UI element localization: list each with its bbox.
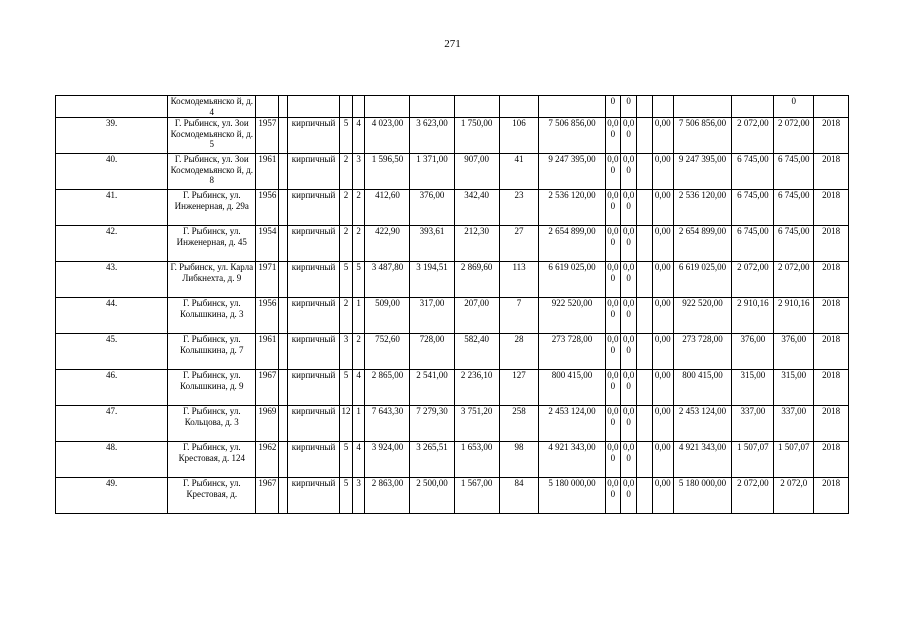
cell-fund1: 0,00 — [605, 262, 621, 298]
cell-cost-m2: 2 072,00 — [732, 118, 774, 154]
cell-year: 1956 — [256, 190, 279, 226]
cell-empty — [637, 190, 653, 226]
cell-material: кирпичный — [287, 406, 339, 442]
cell-entrances: 1 — [352, 406, 365, 442]
cell-other: 0,00 — [652, 406, 673, 442]
cell-empty — [637, 442, 653, 478]
cell-year: 1954 — [256, 226, 279, 262]
cell-entrances: 4 — [352, 442, 365, 478]
cell-other: 0,00 — [652, 262, 673, 298]
cell-num: 45. — [56, 334, 168, 370]
cell-empty — [279, 478, 287, 514]
cell-entrances — [352, 96, 365, 118]
cell-address: Г. Рыбинск, ул. Карла Либкнехта, д. 9 — [168, 262, 256, 298]
cell-residents: 28 — [499, 334, 539, 370]
cell-area-total: 3 487,80 — [365, 262, 410, 298]
cell-other: 0,00 — [652, 442, 673, 478]
cell-fund2: 0,00 — [621, 370, 637, 406]
cell-cost: 4 921 343,00 — [539, 442, 605, 478]
cell-other — [652, 96, 673, 118]
cell-num: 44. — [56, 298, 168, 334]
cell-area-total: 422,90 — [365, 226, 410, 262]
cell-floors — [340, 96, 353, 118]
cell-cost-m2: 2 072,00 — [732, 478, 774, 514]
cell-residents: 113 — [499, 262, 539, 298]
table-row — [56, 298, 849, 334]
cell-residents: 258 — [499, 406, 539, 442]
cell-max-cost: 2 072,00 — [774, 262, 814, 298]
cell-plan-year: 2018 — [814, 478, 849, 514]
cell-area-common: 582,40 — [454, 334, 499, 370]
cell-address: Г. Рыбинск, ул. Зои Космодемьянско й, д. 8 — [168, 154, 256, 190]
cell-area-total: 3 924,00 — [365, 442, 410, 478]
page-number: 271 — [444, 38, 461, 50]
cell-total: 4 921 343,00 — [673, 442, 732, 478]
cell-empty — [279, 298, 287, 334]
cell-area-living: 376,00 — [410, 190, 454, 226]
cell-material: кирпичный — [287, 226, 339, 262]
cell-fund1: 0 — [605, 96, 621, 118]
cell-area-living: 317,00 — [410, 298, 454, 334]
cell-address: Г. Рыбинск, ул. Колышкина, д. 9 — [168, 370, 256, 406]
cell-year: 1967 — [256, 478, 279, 514]
cell-address: Космодемьянско й, д. 4 — [168, 96, 256, 118]
cell-plan-year: 2018 — [814, 334, 849, 370]
cell-cost-m2: 1 507,07 — [732, 442, 774, 478]
cell-entrances: 2 — [352, 226, 365, 262]
cell-year: 1957 — [256, 118, 279, 154]
cell-floors: 5 — [340, 442, 353, 478]
cell-area-common: 207,00 — [454, 298, 499, 334]
cell-address: Г. Рыбинск, ул. Кольцова, д. 3 — [168, 406, 256, 442]
cell-entrances: 4 — [352, 118, 365, 154]
cell-year: 1962 — [256, 442, 279, 478]
cell-empty — [637, 334, 653, 370]
cell-area-common: 1 750,00 — [454, 118, 499, 154]
cell-num: 48. — [56, 442, 168, 478]
cell-total: 800 415,00 — [673, 370, 732, 406]
cell-fund2: 0,00 — [621, 154, 637, 190]
cell-num: 42. — [56, 226, 168, 262]
cell-floors: 12 — [340, 406, 353, 442]
cell-other: 0,00 — [652, 370, 673, 406]
cell-area-common: 2 869,60 — [454, 262, 499, 298]
table-row — [56, 406, 849, 442]
cell-material: кирпичный — [287, 334, 339, 370]
cell-floors: 2 — [340, 298, 353, 334]
table-row-continuation — [56, 96, 849, 118]
cell-other: 0,00 — [652, 226, 673, 262]
cell-year: 1967 — [256, 370, 279, 406]
cell-total — [673, 96, 732, 118]
cell-empty — [279, 262, 287, 298]
cell-year — [256, 96, 279, 118]
cell-cost-m2: 2 072,00 — [732, 262, 774, 298]
cell-fund2: 0,00 — [621, 442, 637, 478]
cell-fund1: 0,00 — [605, 154, 621, 190]
cell-empty — [279, 226, 287, 262]
cell-area-common — [454, 96, 499, 118]
cell-empty — [279, 118, 287, 154]
cell-empty — [279, 334, 287, 370]
cell-empty — [637, 154, 653, 190]
cell-empty — [637, 298, 653, 334]
table-row — [56, 262, 849, 298]
cell-num: 43. — [56, 262, 168, 298]
cell-plan-year — [814, 96, 849, 118]
cell-floors: 2 — [340, 190, 353, 226]
cell-residents: 84 — [499, 478, 539, 514]
cell-empty — [279, 370, 287, 406]
cell-fund2: 0,00 — [621, 262, 637, 298]
cell-fund1: 0,00 — [605, 298, 621, 334]
cell-plan-year: 2018 — [814, 298, 849, 334]
cell-floors: 5 — [340, 262, 353, 298]
cell-other: 0,00 — [652, 154, 673, 190]
cell-entrances: 4 — [352, 370, 365, 406]
cell-area-living: 3 623,00 — [410, 118, 454, 154]
cell-other: 0,00 — [652, 118, 673, 154]
cell-total: 273 728,00 — [673, 334, 732, 370]
cell-other: 0,00 — [652, 478, 673, 514]
cell-max-cost: 0 — [774, 96, 814, 118]
cell-max-cost: 2 072,00 — [774, 118, 814, 154]
cell-plan-year: 2018 — [814, 262, 849, 298]
cell-address: Г. Рыбинск, ул. Крестовая, д. 124 — [168, 442, 256, 478]
cell-cost-m2: 6 745,00 — [732, 226, 774, 262]
cell-material: кирпичный — [287, 298, 339, 334]
cell-address: Г. Рыбинск, ул. Колышкина, д. 7 — [168, 334, 256, 370]
cell-area-total: 412,60 — [365, 190, 410, 226]
cell-fund1: 0,00 — [605, 190, 621, 226]
cell-cost-m2: 6 745,00 — [732, 154, 774, 190]
cell-residents: 127 — [499, 370, 539, 406]
cell-area-living: 2 541,00 — [410, 370, 454, 406]
cell-area-living: 7 279,30 — [410, 406, 454, 442]
cell-cost-m2: 6 745,00 — [732, 190, 774, 226]
cell-cost: 800 415,00 — [539, 370, 605, 406]
cell-address: Г. Рыбинск, ул. Инженерная, д. 45 — [168, 226, 256, 262]
cell-year: 1956 — [256, 298, 279, 334]
cell-entrances: 3 — [352, 478, 365, 514]
cell-fund2: 0,00 — [621, 118, 637, 154]
cell-floors: 3 — [340, 334, 353, 370]
cell-area-common: 212,30 — [454, 226, 499, 262]
cell-empty — [637, 478, 653, 514]
cell-plan-year: 2018 — [814, 190, 849, 226]
cell-material: кирпичный — [287, 370, 339, 406]
cell-address: Г. Рыбинск, ул. Колышкина, д. 3 — [168, 298, 256, 334]
cell-max-cost: 337,00 — [774, 406, 814, 442]
cell-area-total: 1 596,50 — [365, 154, 410, 190]
cell-floors: 2 — [340, 226, 353, 262]
cell-residents: 41 — [499, 154, 539, 190]
cell-cost: 5 180 000,00 — [539, 478, 605, 514]
cell-max-cost: 6 745,00 — [774, 154, 814, 190]
cell-material: кирпичный — [287, 154, 339, 190]
cell-fund2: 0,00 — [621, 226, 637, 262]
cell-cost: 2 453 124,00 — [539, 406, 605, 442]
table-row — [56, 334, 849, 370]
cell-area-living — [410, 96, 454, 118]
cell-area-living: 2 500,00 — [410, 478, 454, 514]
cell-fund1: 0,00 — [605, 226, 621, 262]
cell-total: 5 180 000,00 — [673, 478, 732, 514]
cell-max-cost: 376,00 — [774, 334, 814, 370]
cell-empty — [279, 96, 287, 118]
table-row — [56, 226, 849, 262]
cell-material: кирпичный — [287, 190, 339, 226]
cell-max-cost: 1 507,07 — [774, 442, 814, 478]
table-row — [56, 190, 849, 226]
cell-area-living: 1 371,00 — [410, 154, 454, 190]
cell-area-common: 3 751,20 — [454, 406, 499, 442]
cell-year: 1961 — [256, 154, 279, 190]
cell-total: 2 536 120,00 — [673, 190, 732, 226]
cell-other: 0,00 — [652, 334, 673, 370]
cell-plan-year: 2018 — [814, 154, 849, 190]
cell-fund1: 0,00 — [605, 406, 621, 442]
cell-empty — [637, 118, 653, 154]
cell-max-cost: 2 072,0 — [774, 478, 814, 514]
cell-num: 41. — [56, 190, 168, 226]
cell-fund2: 0,00 — [621, 190, 637, 226]
cell-entrances: 2 — [352, 334, 365, 370]
cell-total: 7 506 856,00 — [673, 118, 732, 154]
cell-fund2: 0,00 — [621, 406, 637, 442]
cell-fund1: 0,00 — [605, 478, 621, 514]
cell-cost-m2: 315,00 — [732, 370, 774, 406]
cell-num: 47. — [56, 406, 168, 442]
cell-empty — [637, 226, 653, 262]
cell-area-total: 509,00 — [365, 298, 410, 334]
cell-fund2: 0,00 — [621, 478, 637, 514]
cell-total: 922 520,00 — [673, 298, 732, 334]
table-row — [56, 442, 849, 478]
table-row — [56, 370, 849, 406]
housing-registry-table — [55, 95, 849, 514]
cell-cost: 6 619 025,00 — [539, 262, 605, 298]
cell-num: 39. — [56, 118, 168, 154]
cell-area-total: 2 865,00 — [365, 370, 410, 406]
cell-fund1: 0,00 — [605, 334, 621, 370]
cell-cost-m2 — [732, 96, 774, 118]
cell-year: 1971 — [256, 262, 279, 298]
cell-fund2: 0,00 — [621, 298, 637, 334]
cell-floors: 5 — [340, 370, 353, 406]
cell-area-total: 752,60 — [365, 334, 410, 370]
cell-fund2: 0,00 — [621, 334, 637, 370]
cell-area-common: 907,00 — [454, 154, 499, 190]
cell-total: 2 654 899,00 — [673, 226, 732, 262]
cell-empty — [279, 190, 287, 226]
cell-num: 40. — [56, 154, 168, 190]
cell-year: 1969 — [256, 406, 279, 442]
table-row — [56, 118, 849, 154]
cell-area-living: 3 194,51 — [410, 262, 454, 298]
cell-area-living: 3 265,51 — [410, 442, 454, 478]
cell-cost-m2: 2 910,16 — [732, 298, 774, 334]
cell-area-common: 2 236,10 — [454, 370, 499, 406]
cell-residents: 98 — [499, 442, 539, 478]
cell-empty — [637, 96, 653, 118]
table-body — [56, 96, 849, 514]
cell-entrances: 5 — [352, 262, 365, 298]
cell-entrances: 1 — [352, 298, 365, 334]
cell-total: 2 453 124,00 — [673, 406, 732, 442]
cell-plan-year: 2018 — [814, 226, 849, 262]
cell-residents: 7 — [499, 298, 539, 334]
cell-cost: 2 536 120,00 — [539, 190, 605, 226]
cell-residents: 27 — [499, 226, 539, 262]
cell-cost: 922 520,00 — [539, 298, 605, 334]
cell-area-total: 4 023,00 — [365, 118, 410, 154]
cell-max-cost: 6 745,00 — [774, 226, 814, 262]
cell-address: Г. Рыбинск, ул. Зои Космодемьянско й, д. 5 — [168, 118, 256, 154]
cell-plan-year: 2018 — [814, 442, 849, 478]
cell-fund2: 0 — [621, 96, 637, 118]
cell-material: кирпичный — [287, 442, 339, 478]
cell-cost: 7 506 856,00 — [539, 118, 605, 154]
cell-residents — [499, 96, 539, 118]
cell-area-living: 728,00 — [410, 334, 454, 370]
cell-floors: 5 — [340, 118, 353, 154]
cell-area-common: 1 653,00 — [454, 442, 499, 478]
cell-empty — [637, 406, 653, 442]
cell-cost-m2: 337,00 — [732, 406, 774, 442]
cell-empty — [637, 262, 653, 298]
cell-cost: 273 728,00 — [539, 334, 605, 370]
cell-fund1: 0,00 — [605, 118, 621, 154]
table-row — [56, 478, 849, 514]
cell-total: 9 247 395,00 — [673, 154, 732, 190]
cell-empty — [279, 442, 287, 478]
cell-other: 0,00 — [652, 298, 673, 334]
cell-cost: 2 654 899,00 — [539, 226, 605, 262]
cell-material: кирпичный — [287, 118, 339, 154]
cell-num: 46. — [56, 370, 168, 406]
cell-area-living: 393,61 — [410, 226, 454, 262]
cell-max-cost: 2 910,16 — [774, 298, 814, 334]
cell-area-total: 7 643,30 — [365, 406, 410, 442]
cell-other: 0,00 — [652, 190, 673, 226]
cell-address: Г. Рыбинск, ул. Крестовая, д. — [168, 478, 256, 514]
cell-material — [287, 96, 339, 118]
cell-material: кирпичный — [287, 478, 339, 514]
cell-empty — [279, 406, 287, 442]
cell-residents: 106 — [499, 118, 539, 154]
cell-material: кирпичный — [287, 262, 339, 298]
cell-num: 49. — [56, 478, 168, 514]
cell-max-cost: 315,00 — [774, 370, 814, 406]
cell-floors: 5 — [340, 478, 353, 514]
cell-area-total — [365, 96, 410, 118]
cell-plan-year: 2018 — [814, 118, 849, 154]
cell-entrances: 3 — [352, 154, 365, 190]
cell-empty — [279, 154, 287, 190]
cell-fund1: 0,00 — [605, 442, 621, 478]
cell-floors: 2 — [340, 154, 353, 190]
cell-max-cost: 6 745,00 — [774, 190, 814, 226]
cell-plan-year: 2018 — [814, 370, 849, 406]
cell-year: 1961 — [256, 334, 279, 370]
cell-plan-year: 2018 — [814, 406, 849, 442]
cell-total: 6 619 025,00 — [673, 262, 732, 298]
cell-fund1: 0,00 — [605, 370, 621, 406]
table-row — [56, 154, 849, 190]
cell-cost: 9 247 395,00 — [539, 154, 605, 190]
cell-num — [56, 96, 168, 118]
cell-cost — [539, 96, 605, 118]
cell-area-common: 342,40 — [454, 190, 499, 226]
cell-area-total: 2 863,00 — [365, 478, 410, 514]
cell-address: Г. Рыбинск, ул. Инженерная, д. 29а — [168, 190, 256, 226]
cell-cost-m2: 376,00 — [732, 334, 774, 370]
cell-empty — [637, 370, 653, 406]
cell-entrances: 2 — [352, 190, 365, 226]
cell-area-common: 1 567,00 — [454, 478, 499, 514]
cell-residents: 23 — [499, 190, 539, 226]
